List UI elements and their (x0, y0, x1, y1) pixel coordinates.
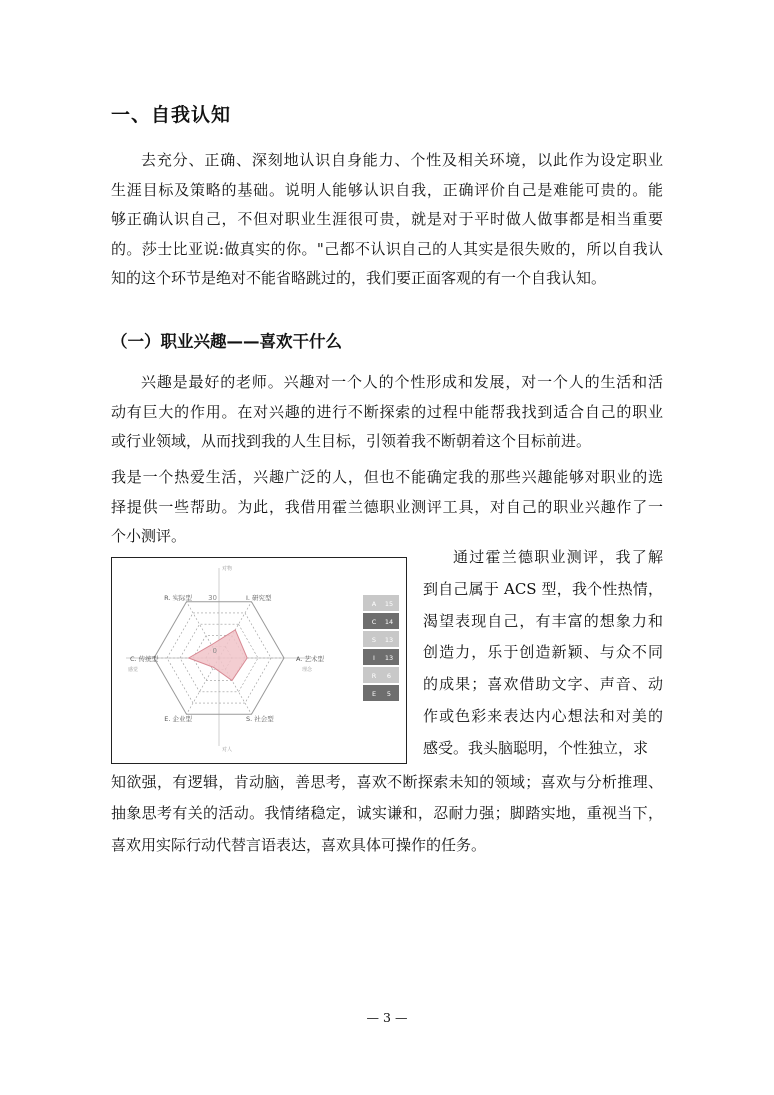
legend-score-box (363, 649, 399, 665)
legend-score: 15 (384, 600, 394, 608)
holland-radar-figure (111, 557, 407, 764)
text-line: 的成果；喜欢借助文字、声音、动 (423, 675, 663, 694)
axis-end-label-bottom: 对人 (222, 747, 233, 753)
text-line: 渴望表现自己，有丰富的想象力和 (423, 611, 663, 630)
legend-score: 6 (386, 672, 392, 680)
legend-code: S (371, 636, 377, 644)
radar-axis-label: E. 企业型 (164, 715, 192, 723)
legend-score-box (363, 613, 399, 629)
legend-code: I (373, 654, 375, 662)
axis-end-label-left: 感觉 (128, 667, 139, 673)
legend-score-box (363, 595, 399, 611)
text-line: 我是一个热爱生活，兴趣广泛的人，但也不能确定我的那些兴趣能够对职业的选 (111, 468, 663, 486)
text-line: 抽象思考有关的活动。我情绪稳定，诚实谦和，忍耐力强；脚踏实地，重视当下， (111, 804, 663, 823)
text-line: 择提供一些帮助。为此，我借用霍兰德职业测评工具，对自己的职业兴趣作了一 (111, 497, 663, 516)
score-polygon (189, 630, 248, 681)
axis-end-label-right: 理念 (302, 667, 313, 673)
text-line: 动有巨大的作用。在对兴趣的进行不断探索的过程中能帮我找到适合自己的职业 (111, 402, 663, 421)
legend-code: R (371, 672, 377, 680)
text-line: 知的这个环节是绝对不能省略跳过的，我们要正面客观的有一个自我认知。 (111, 269, 607, 287)
holland-radar-chart (112, 558, 406, 763)
legend-score: 14 (384, 618, 394, 626)
text-line: 够正确认识自己，不但对职业生涯很可贵，就是对于平时做人做事都是相当重要 (111, 210, 663, 228)
section-title: 一、自我认知 (111, 104, 232, 126)
radar-axis-label: S. 社会型 (246, 715, 274, 723)
text-line: 创造力，乐于创造新颖、与众不同 (423, 643, 663, 662)
legend-score-box (363, 667, 399, 683)
text-line: 通过霍兰德职业测评，我了解 (453, 548, 663, 566)
radar-axis-label: A. 艺术型 (296, 655, 324, 663)
subsection-title: （一）职业兴趣——喜欢干什么 (111, 332, 342, 351)
legend-code: E (371, 690, 377, 698)
legend-score-box (363, 685, 399, 701)
legend-score: 5 (386, 690, 392, 698)
text-line: 生涯目标及策略的基础。说明人能够认识自我，正确评价自己是难能可贵的。能 (111, 180, 663, 199)
radar-axis-label: R. 实际型 (164, 594, 192, 602)
radar-tick-label: 30 (208, 594, 217, 602)
text-line: 作或色彩来表达内心想法和对美的 (423, 707, 663, 725)
text-line: 去充分、正确、深刻地认识自身能力、个性及相关环境，以此作为设定职业 (141, 151, 663, 169)
legend-code: C (371, 618, 377, 626)
text-line: 知欲强，有逻辑，肯动脑，善思考，喜欢不断探索未知的领域；喜欢与分析推理、 (111, 773, 663, 791)
radar-axis-label: C. 传统型 (130, 655, 159, 663)
legend-score-box (363, 631, 399, 647)
legend-code: A (371, 600, 377, 608)
page-number: — 3 — (366, 1010, 408, 1025)
text-line: 个小测评。 (111, 527, 187, 545)
radar-tick-label: 0 (212, 647, 217, 655)
axis-end-label-top: 对物 (222, 566, 233, 572)
legend-score: 13 (384, 636, 394, 644)
legend-score: 13 (384, 654, 394, 662)
radar-axis-label: I. 研究型 (246, 594, 272, 602)
text-line: 到自己属于 ACS 型，我个性热情， (423, 579, 663, 598)
text-line: 兴趣是最好的老师。兴趣对一个人的个性形成和发展，对一个人的生活和活 (141, 373, 663, 391)
text-line: 喜欢用实际行动代替言语表达，喜欢具体可操作的任务。 (111, 835, 487, 854)
text-line: 感受。我头脑聪明，个性独立，求 (423, 738, 649, 757)
text-line: 的。莎士比亚说:做真实的你。"己都不认识自己的人其实是很失败的，所以自我认 (111, 239, 663, 258)
text-line: 或行业领域，从而找到我的人生目标，引领着我不断朝着这个目标前进。 (111, 432, 592, 450)
